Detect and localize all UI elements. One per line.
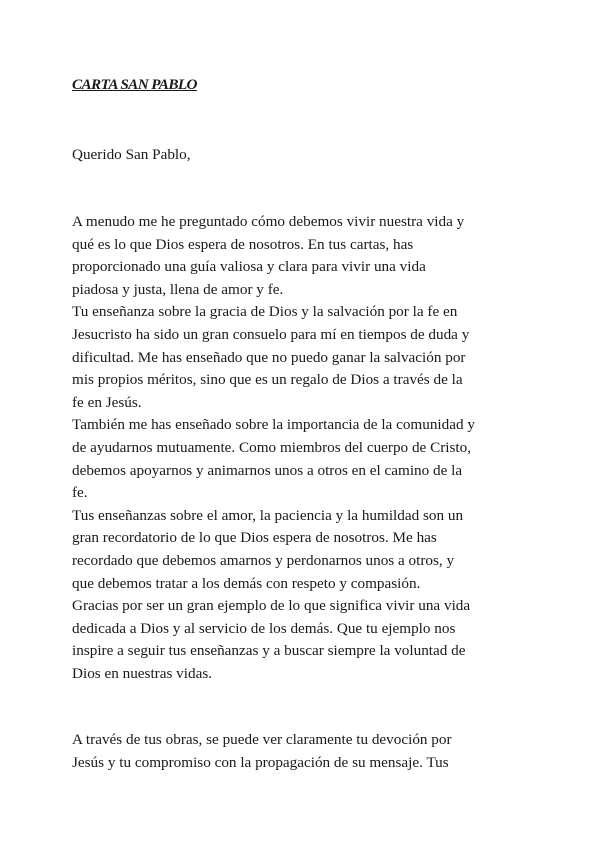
body-line: proporcionado una guía valiosa y clara para vivir una vida <box>72 258 426 276</box>
letter-greeting: Querido San Pablo, <box>72 146 191 163</box>
body-line: debemos apoyarnos y animarnos unos a otros en el camino de la <box>72 461 463 479</box>
body-line: dificultad. Me has enseñado que no puedo ganar la salvación por <box>72 348 466 366</box>
closing-line: A través de tus obras, se puede ver claramente tu devoción por <box>72 731 452 749</box>
body-line: Gracias por ser un gran ejemplo de lo que significa vivir una vida <box>72 597 471 615</box>
body-line: piadosa y justa, llena de amor y fe. <box>72 280 284 298</box>
body-line: recordado que debemos amarnos y perdonarnos unos a otros, y <box>72 551 455 569</box>
letter-body <box>72 211 532 685</box>
body-line: qué es lo que Dios espera de nosotros. En tus cartas, has <box>72 235 414 253</box>
letter-title: CARTA SAN PABLO <box>72 76 197 93</box>
letter-closing <box>72 729 532 774</box>
body-line: inspire a seguir tus enseñanzas y a buscar siempre la voluntad de <box>72 642 466 660</box>
body-line: mis propios méritos, sino que es un regalo de Dios a través de la <box>72 371 463 389</box>
body-line: Tu enseñanza sobre la gracia de Dios y la salvación por la fe en <box>72 303 458 321</box>
letter-content <box>72 74 532 775</box>
body-line: Tus enseñanzas sobre el amor, la paciencia y la humildad son un <box>72 506 464 524</box>
body-line: gran recordatorio de lo que Dios espera de nosotros. Me has <box>72 529 437 547</box>
body-line: que debemos tratar a los demás con respeto y compasión. <box>72 574 421 592</box>
body-line: A menudo me he preguntado cómo debemos vivir nuestra vida y <box>72 213 465 230</box>
body-line: Jesucristo ha sido un gran consuelo para mí en tiempos de duda y <box>72 325 470 343</box>
body-line: dedicada a Dios y al servicio de los demás. Que tu ejemplo nos <box>72 619 456 637</box>
body-line: de ayudarnos mutuamente. Como miembros del cuerpo de Cristo, <box>72 438 472 456</box>
body-line: Dios en nuestras vidas. <box>72 664 213 682</box>
closing-line: Jesús y tu compromiso con la propagación de su mensaje. Tus <box>72 754 449 772</box>
body-line: fe. <box>72 484 88 502</box>
body-line: También me has enseñado sobre la importancia de la comunidad y <box>72 416 475 434</box>
body-line: fe en Jesús. <box>72 393 142 411</box>
